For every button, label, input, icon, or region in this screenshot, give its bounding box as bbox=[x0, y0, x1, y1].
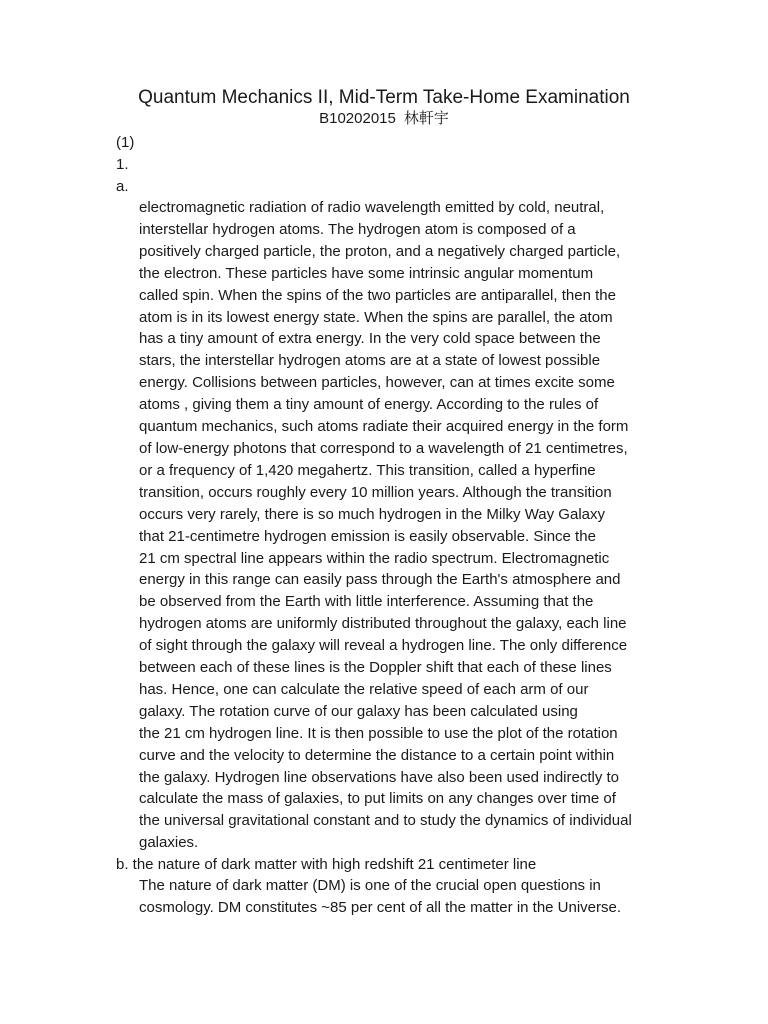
student-name: 林軒宇 bbox=[403, 110, 449, 127]
paragraph-line: interstellar hydrogen atoms. The hydrogen atom is composed of a bbox=[139, 220, 576, 238]
answer-a-paragraph bbox=[139, 197, 659, 854]
paragraph-line: between each of these lines is the Doppler shift that each of these lines bbox=[139, 659, 612, 677]
subquestion-a-label: a. bbox=[116, 178, 129, 195]
paragraph-line: galaxy. The rotation curve of our galaxy has been calculated using bbox=[139, 702, 578, 720]
paragraph-line: the galaxy. Hydrogen line observations have also been used indirectly to bbox=[139, 768, 620, 786]
paragraph-line: atom is in its lowest energy state. When the spins are parallel, the atom bbox=[139, 308, 613, 326]
paragraph-line: the 21 cm hydrogen line. It is then possible to use the plot of the rotation bbox=[139, 724, 618, 742]
paragraph-line: transition, occurs roughly every 10 million years. Although the transition bbox=[139, 483, 612, 501]
paragraph-line: or a frequency of 1,420 megahertz. This transition, called a hyperfine bbox=[139, 461, 596, 479]
part-label: (1) bbox=[116, 134, 135, 151]
author-line bbox=[0, 109, 768, 129]
paragraph-line: positively charged particle, the proton, and a negatively charged particle, bbox=[139, 242, 621, 260]
paragraph-line: the electron. These particles have some intrinsic angular momentum bbox=[139, 264, 594, 282]
paragraph-line: of low-energy photons that correspond to a wavelength of 21 centimetres, bbox=[139, 439, 628, 457]
paragraph-line: be observed from the Earth with little interference. Assuming that the bbox=[139, 593, 594, 611]
paragraph-line: called spin. When the spins of the two particles are antiparallel, then the bbox=[139, 286, 616, 304]
document-title: Quantum Mechanics II, Mid-Term Take-Home Examination bbox=[138, 87, 630, 108]
paragraph-line: calculate the mass of galaxies, to put limits on any changes over time of bbox=[139, 790, 616, 808]
paragraph-line: energy in this range can easily pass through the Earth's atmosphere and bbox=[139, 571, 621, 589]
paragraph-line: cosmology. DM constitutes ~85 per cent of all the matter in the Universe. bbox=[139, 898, 622, 916]
paragraph-line: The nature of dark matter (DM) is one of the crucial open questions in bbox=[139, 877, 601, 894]
paragraph-line: stars, the interstellar hydrogen atoms are at a state of lowest possible bbox=[139, 352, 601, 370]
answer-b-paragraph bbox=[139, 875, 659, 919]
paragraph-line: atoms , giving them a tiny amount of energy. According to the rules of bbox=[139, 396, 599, 414]
paragraph-line: hydrogen atoms are uniformly distributed throughout the galaxy, each line bbox=[139, 615, 627, 633]
paragraph-line: has. Hence, one can calculate the relative speed of each arm of our bbox=[139, 680, 589, 698]
paragraph-line: galaxies. bbox=[139, 834, 199, 852]
question-number: 1. bbox=[116, 156, 129, 173]
paragraph-line: quantum mechanics, such atoms radiate their acquired energy in the form bbox=[139, 418, 629, 436]
paragraph-line: occurs very rarely, there is so much hydrogen in the Milky Way Galaxy bbox=[139, 505, 605, 523]
paragraph-line: electromagnetic radiation of radio wavelength emitted by cold, neutral, bbox=[139, 199, 605, 216]
student-id: B10202015 bbox=[319, 110, 396, 127]
paragraph-line: energy. Collisions between particles, however, can at times excite some bbox=[139, 374, 615, 392]
paragraph-line: that 21-centimetre hydrogen emission is easily observable. Since the bbox=[139, 527, 596, 545]
paragraph-line: 21 cm spectral line appears within the radio spectrum. Electromagnetic bbox=[139, 549, 610, 567]
paragraph-line: of sight through the galaxy will reveal a hydrogen line. The only difference bbox=[139, 637, 628, 655]
paragraph-line: has a tiny amount of extra energy. In the very cold space between the bbox=[139, 330, 601, 348]
paragraph-line: curve and the velocity to determine the distance to a certain point within bbox=[139, 746, 615, 764]
paragraph-line: the universal gravitational constant and to study the dynamics of individual bbox=[139, 812, 632, 830]
subquestion-b-heading: b. the nature of dark matter with high redshift 21 centimeter line bbox=[116, 856, 537, 873]
